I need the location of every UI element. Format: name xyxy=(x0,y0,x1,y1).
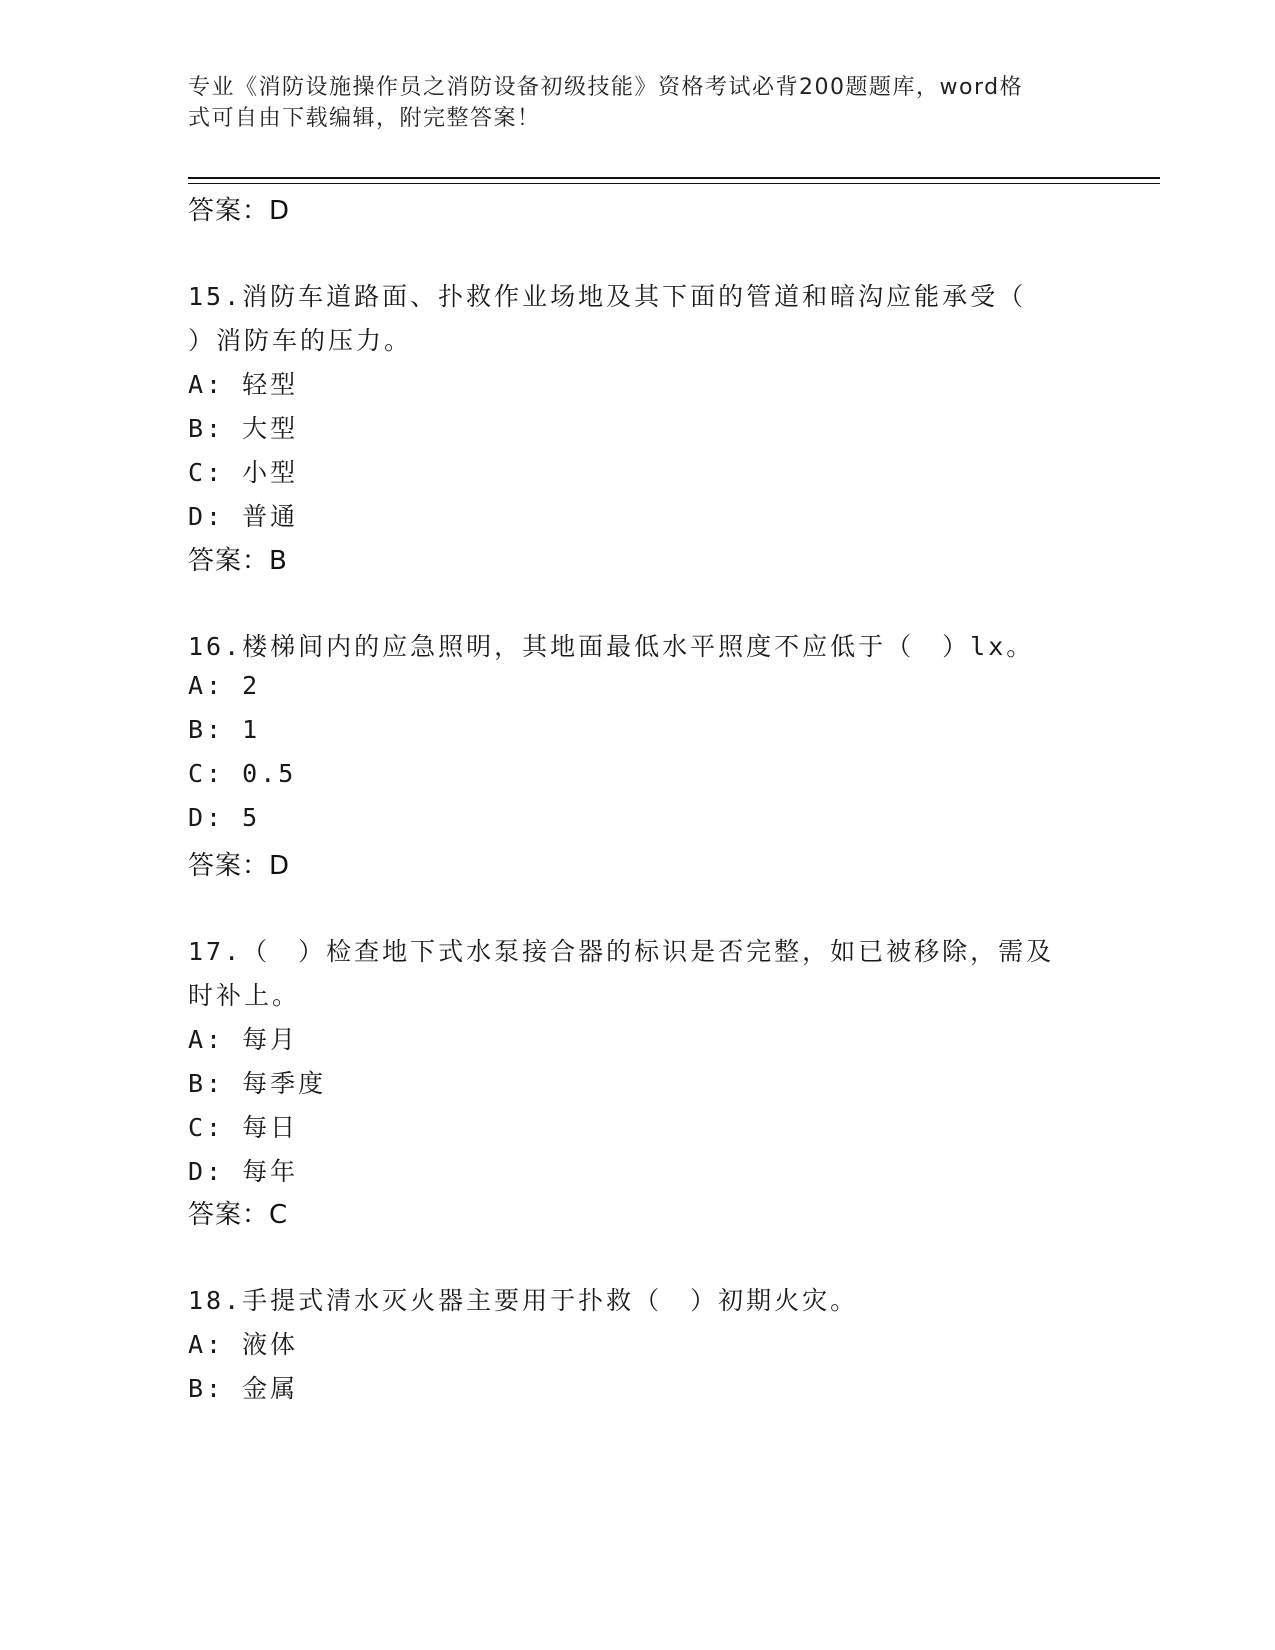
question-15-option-c: C: 小型 xyxy=(188,458,299,487)
previous-answer: 答案：D xyxy=(188,196,291,226)
question-16-option-a: A: 2 xyxy=(188,671,261,700)
question-16-stem-line-1: 16.楼梯间内的应急照明，其地面最低水平照度不应低于（ ）lx。 xyxy=(188,632,1035,661)
question-16-option-b: B: 1 xyxy=(188,715,261,744)
question-17-stem-line-1: 17.（ ）检查地下式水泵接合器的标识是否完整，如已被移除，需及 xyxy=(188,937,1055,966)
question-18-option-b: B: 金属 xyxy=(188,1374,299,1403)
question-17-option-a: A: 每月 xyxy=(188,1025,299,1054)
question-17-option-d: D: 每年 xyxy=(188,1157,299,1186)
question-15-answer: 答案：B xyxy=(188,546,288,576)
question-15-option-d: D: 普通 xyxy=(188,502,299,531)
question-15-stem-line-2: ）消防车的压力。 xyxy=(188,326,413,355)
header-line-2: 式可自由下载编辑，附完整答案！ xyxy=(188,106,541,131)
question-16-option-c: C: 0.5 xyxy=(188,759,297,788)
question-18-stem-line-1: 18.手提式清水灭火器主要用于扑救（ ）初期火灾。 xyxy=(188,1286,859,1315)
header-rule-thick xyxy=(188,177,1160,179)
question-16-option-d: D: 5 xyxy=(188,803,261,832)
header-line-1: 专业《消防设施操作员之消防设备初级技能》资格考试必背200题题库，word格 xyxy=(188,75,1024,100)
question-16-answer: 答案：D xyxy=(188,851,291,881)
question-15-option-a: A: 轻型 xyxy=(188,370,299,399)
question-18-option-a: A: 液体 xyxy=(188,1330,299,1359)
question-17-answer: 答案：C xyxy=(188,1200,289,1230)
question-17-stem-line-2: 时补上。 xyxy=(188,981,301,1010)
document-header xyxy=(188,72,1068,134)
question-17-option-b: B: 每季度 xyxy=(188,1069,327,1098)
header-rule-thin xyxy=(188,183,1160,184)
question-15-option-b: B: 大型 xyxy=(188,414,299,443)
question-15-stem-line-1: 15.消防车道路面、扑救作业场地及其下面的管道和暗沟应能承受（ xyxy=(188,282,1027,311)
question-17-option-c: C: 每日 xyxy=(188,1113,299,1142)
